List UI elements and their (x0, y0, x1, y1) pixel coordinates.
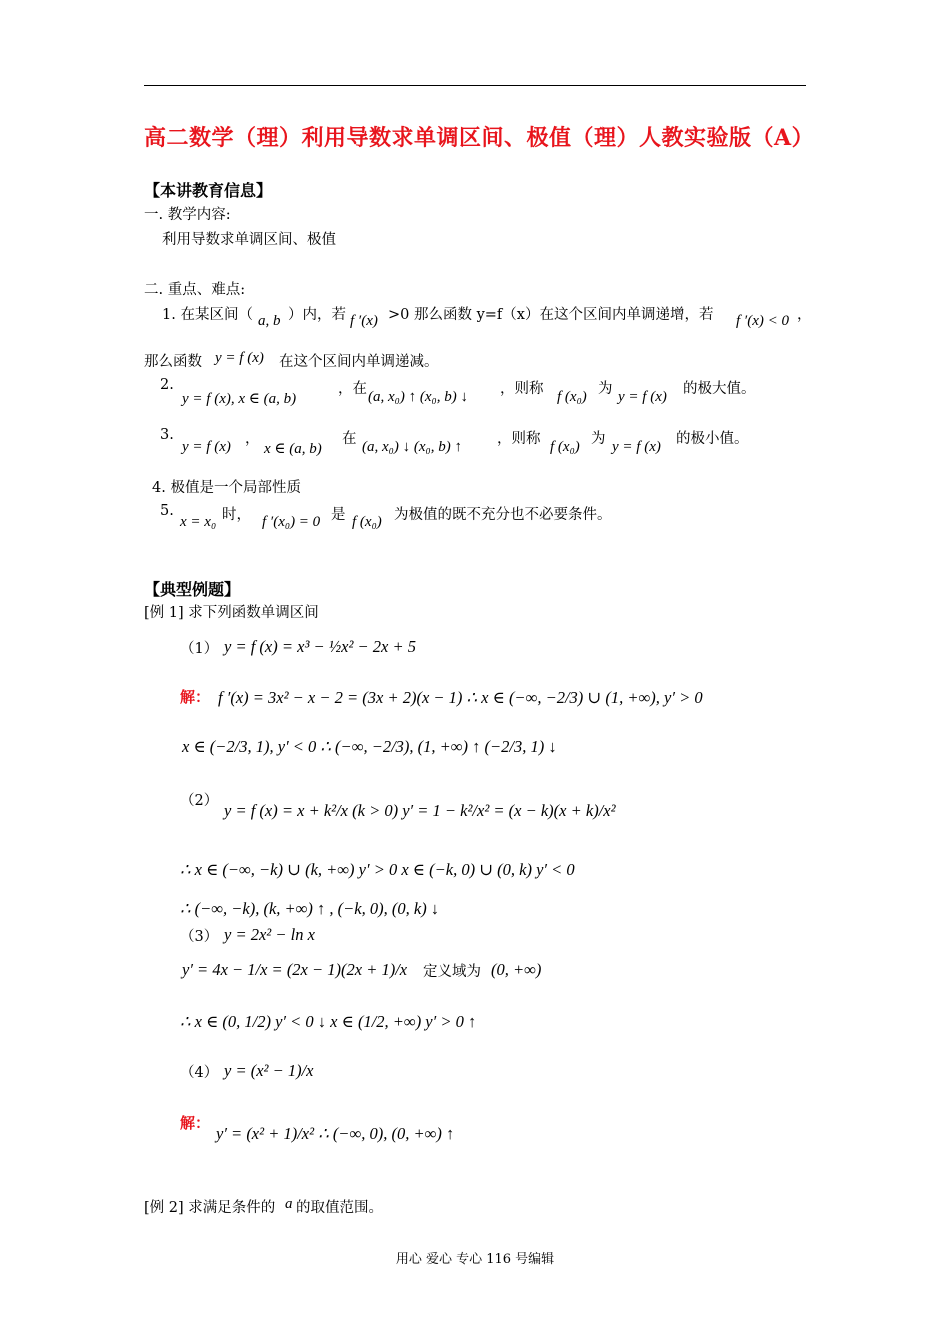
top-rule (144, 85, 806, 86)
point-2-t4: 的极大值。 (683, 381, 756, 397)
point-5-x0: x = x₀ (180, 514, 217, 530)
point-5-derivative: f ′(x₀) = 0 (262, 514, 321, 530)
example-1-3-domain-label: 定义域为 (423, 964, 481, 980)
example-1-3-step-1: y′ = 4x − 1/x = (2x − 1)(2x + 1)/x (182, 960, 408, 979)
example-1-1-step-1: f ′(x) = 3x² − x − 2 = (3x + 2)(x − 1) ∴ x ∈ (−∞, −2/3) ∪ (1, +∞), y′ > 0 (218, 688, 703, 707)
point-3-intervals: (a, x₀) ↓ (x₀, b) ↑ (362, 439, 462, 455)
point-3-t2: 在 (342, 431, 357, 447)
point-4: 4. 极值是一个局部性质 (152, 480, 301, 496)
point-1-interval: a, b (258, 313, 281, 329)
content-label: 一. 教学内容: (144, 207, 231, 223)
point-3-t1: ， (245, 431, 260, 447)
page-footer: 用心 爱心 专心 116 号编辑 (395, 1252, 555, 1267)
solution-label-1: 解： (180, 688, 211, 706)
point-2-num: 2. (160, 377, 174, 393)
point-5-t3: 为极值的既不充分也不必要条件。 (394, 507, 612, 523)
point-1-a: 1. 在某区间（ (162, 307, 253, 323)
point-2-fx0: f (x₀) (557, 389, 587, 405)
point-2-t2: ，则称 (500, 381, 544, 397)
point-3-num: 3. (160, 427, 174, 443)
content-text: 利用导数求单调区间、极值 (162, 232, 336, 248)
example-1-3-function: y = 2x² − ln x (224, 925, 315, 944)
example-1-4-label: （4） (180, 1065, 219, 1081)
example-1-4-step-1: y′ = (x² + 1)/x² ∴ (−∞, 0), (0, +∞) ↑ (216, 1124, 455, 1143)
point-5-t2: 是 (331, 507, 346, 523)
example-2-label-a: [例 2] 求满足条件的 (144, 1200, 276, 1216)
point-1-line2-b: 在这个区间内单调递减。 (279, 354, 439, 370)
point-5-num: 5. (160, 503, 174, 519)
point-2-fn2: y = f (x) (618, 389, 667, 405)
example-1-2-step-2: ∴ (−∞, −k), (k, +∞) ↑ , (−k, 0), (0, k) ↓ (180, 899, 440, 918)
section-heading-examples: 【典型例题】 (144, 580, 241, 599)
point-1-c: >0 那么函数 y=f（x）在这个区间内单调递增，若 (388, 307, 714, 323)
example-1-2-step-1: ∴ x ∈ (−∞, −k) ∪ (k, +∞) y′ > 0 x ∈ (−k, 0) ∪ (0, k) y′ < 0 (180, 860, 575, 879)
solution-label-2: 解： (180, 1114, 211, 1132)
point-3-fx0: f (x₀) (550, 439, 580, 455)
point-3-domain: x ∈ (a, b) (264, 441, 322, 457)
example-1-3-domain: (0, +∞) (491, 960, 542, 979)
point-3-t3: ，则称 (497, 431, 541, 447)
point-1-line2-fn: y = f (x) (215, 350, 264, 366)
point-2-t1: ，在 (338, 381, 367, 397)
example-1-3-step-2: ∴ x ∈ (0, 1/2) y′ < 0 ↓ x ∈ (1/2, +∞) y′ > 0 ↑ (180, 1012, 477, 1031)
point-1-comma: ， (797, 307, 812, 323)
example-1-4-function: y = (x² − 1)/x (224, 1061, 314, 1080)
point-3-fn2: y = f (x) (612, 439, 661, 455)
point-1-line2-a: 那么函数 (144, 354, 202, 370)
example-2-variable: a (285, 1196, 293, 1212)
key-label: 二. 重点、难点: (144, 282, 246, 298)
point-5-fx0: f (x₀) (352, 514, 382, 530)
point-2-t3: 为 (598, 381, 613, 397)
point-1-b: ）内，若 (288, 307, 346, 323)
point-3-fn: y = f (x) (182, 439, 231, 455)
example-1-1-function: y = f (x) = x³ − ½x² − 2x + 5 (224, 637, 417, 656)
section-heading-info: 【本讲教育信息】 (144, 181, 273, 200)
page-title: 高二数学（理）利用导数求单调区间、极值（理）人教实验版（A） (144, 125, 815, 151)
point-5-t1: 时， (222, 507, 251, 523)
point-2-fn: y = f (x), x ∈ (a, b) (182, 391, 297, 407)
point-2-intervals: (a, x₀) ↑ (x₀, b) ↓ (368, 389, 468, 405)
point-3-t4: 为 (591, 431, 606, 447)
example-1-label: [例 1] 求下列函数单调区间 (144, 605, 319, 621)
example-1-2-label: （2） (180, 793, 219, 809)
point-3-t5: 的极小值。 (676, 431, 749, 447)
point-1-derivative: f ′(x) (350, 313, 378, 329)
example-1-2-function: y = f (x) = x + k²/x (k > 0) y′ = 1 − k²/x² = (x − k)(x + k)/x² (224, 801, 616, 820)
point-1-derivative-neg: f ′(x) < 0 (736, 313, 789, 329)
example-2-label-b: 的取值范围。 (296, 1200, 383, 1216)
example-1-3-label: （3） (180, 929, 219, 945)
example-1-1-label: （1） (180, 641, 219, 657)
example-1-1-step-2: x ∈ (−2/3, 1), y′ < 0 ∴ (−∞, −2/3), (1, +∞) ↑ (−2/3, 1) ↓ (182, 737, 557, 756)
